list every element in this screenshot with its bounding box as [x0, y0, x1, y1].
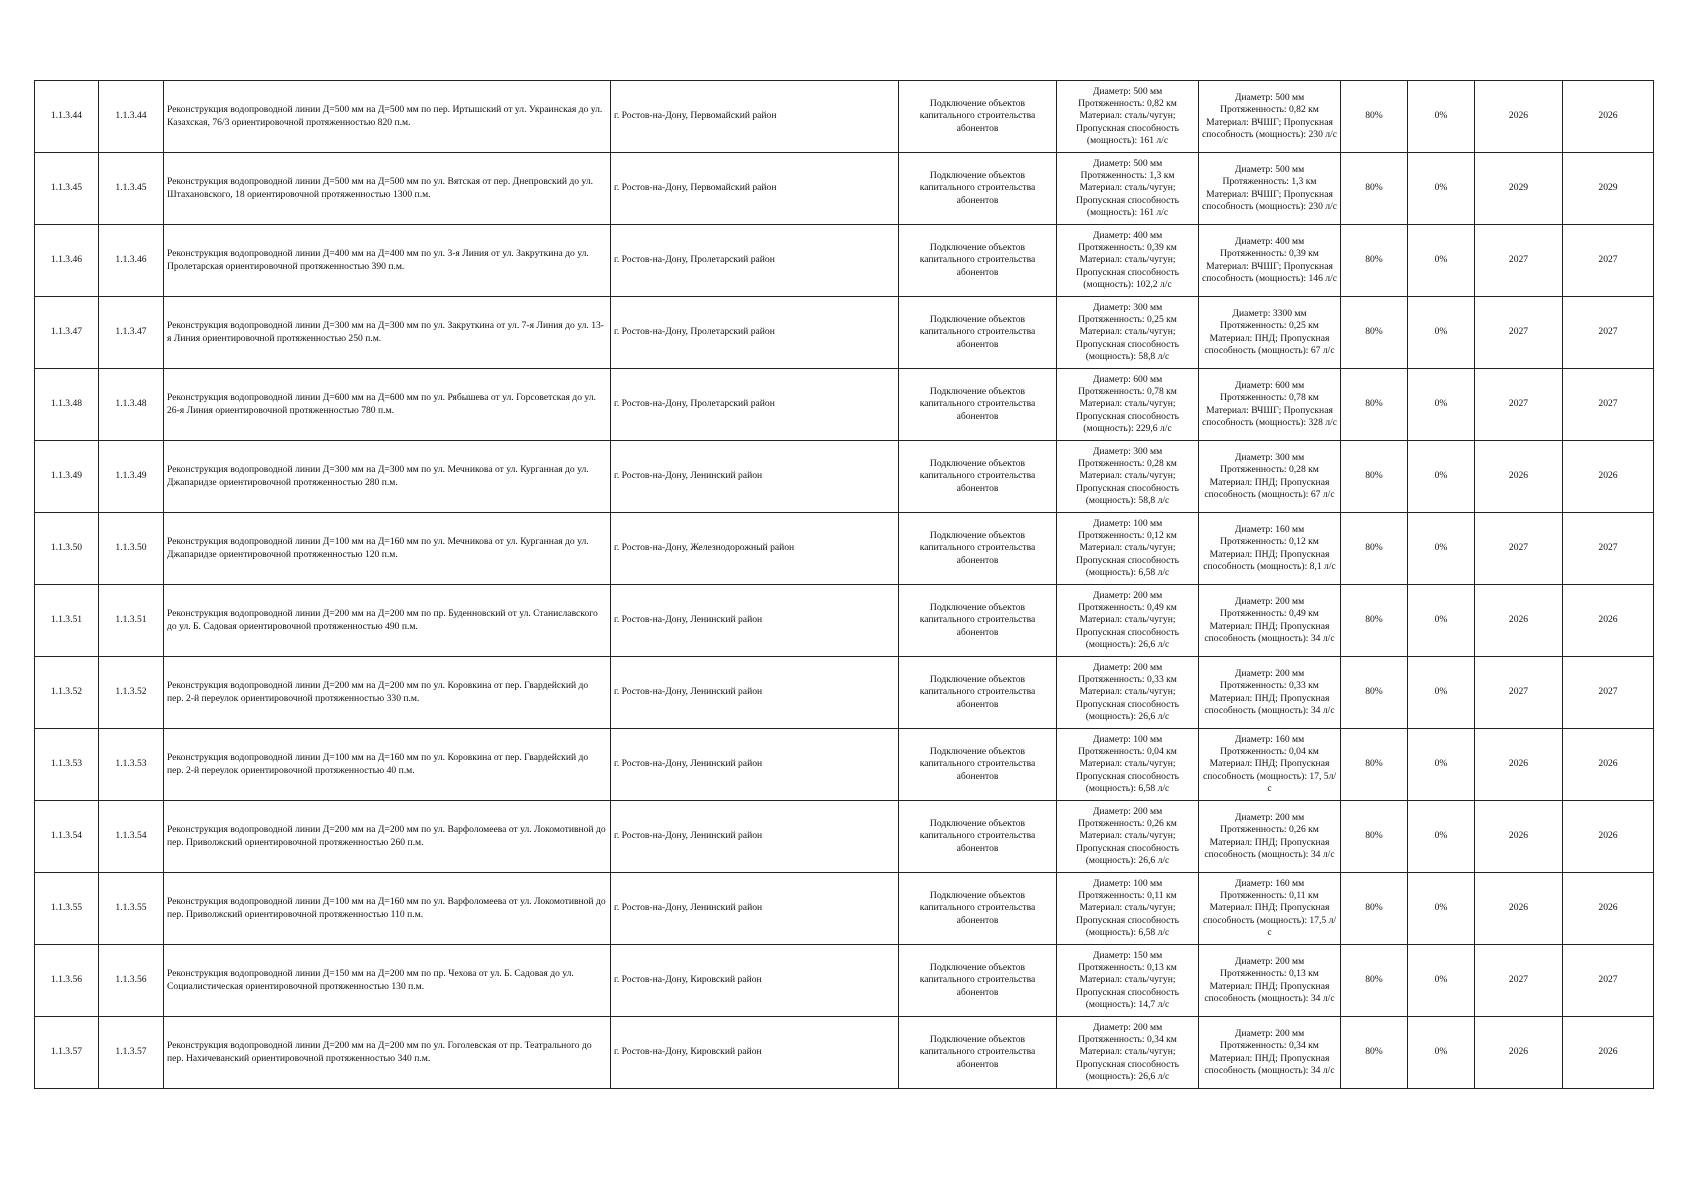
table-row	[35, 441, 1654, 513]
start-year-cell: 2027	[1475, 225, 1563, 297]
table-row	[35, 801, 1654, 873]
percent-cell: 80%	[1341, 1017, 1408, 1089]
parameters-before-cell: Диаметр: 200 мм Протяженность: 0,49 км Материал: сталь/чугун; Пропускная способность (мощность): 26,6 л/с	[1057, 585, 1199, 657]
description-cell: Реконструкция водопроводной линии Д=400 мм на Д=400 мм по ул. 3-я Линия от ул. Закруткина до ул. Пролетарская ориентировочной протяженностью 390 п.м.	[164, 225, 611, 297]
row-code-cell: 1.1.3.51	[99, 585, 164, 657]
row-number-cell: 1.1.3.53	[35, 729, 99, 801]
reconstruction-table	[34, 80, 1654, 1089]
percent-done-cell: 0%	[1408, 513, 1475, 585]
table-row	[35, 1017, 1654, 1089]
percent-done-cell: 0%	[1408, 945, 1475, 1017]
percent-done-cell: 0%	[1408, 153, 1475, 225]
description-cell: Реконструкция водопроводной линии Д=100 мм на Д=160 мм по ул. Мечникова от ул. Курганная до ул. Джапаридзе ориентировочной протяженностью 120 п.м.	[164, 513, 611, 585]
start-year-cell: 2026	[1475, 585, 1563, 657]
location-cell: г. Ростов-на-Дону, Пролетарский район	[611, 225, 899, 297]
purpose-cell: Подключение объектов капитального строительства абонентов	[899, 441, 1057, 513]
start-year-cell: 2026	[1475, 1017, 1563, 1089]
parameters-before-cell: Диаметр: 200 мм Протяженность: 0,26 км Материал: сталь/чугун; Пропускная способность (мощность): 26,6 л/с	[1057, 801, 1199, 873]
parameters-after-cell: Диаметр: 400 мм Протяженность: 0,39 км Материал: ВЧШГ; Пропускная способность (мощность): 146 л/с	[1199, 225, 1341, 297]
description-cell: Реконструкция водопроводной линии Д=200 мм на Д=200 мм по ул. Коровкина от пер. Гвардейский до пер. 2-й переулок ориентировочной протяженностью 330 п.м.	[164, 657, 611, 729]
row-code-cell: 1.1.3.52	[99, 657, 164, 729]
row-code-cell: 1.1.3.44	[99, 81, 164, 153]
parameters-after-cell: Диаметр: 160 мм Протяженность: 0,11 км Материал: ПНД; Пропускная способность (мощность): 17,5 л/с	[1199, 873, 1341, 945]
end-year-cell: 2027	[1563, 513, 1654, 585]
parameters-after-cell: Диаметр: 3300 мм Протяженность: 0,25 км Материал: ПНД; Пропускная способность (мощность): 67 л/с	[1199, 297, 1341, 369]
location-cell: г. Ростов-на-Дону, Кировский район	[611, 945, 899, 1017]
location-cell: г. Ростов-на-Дону, Ленинский район	[611, 873, 899, 945]
percent-cell: 80%	[1341, 441, 1408, 513]
end-year-cell: 2027	[1563, 369, 1654, 441]
row-number-cell: 1.1.3.56	[35, 945, 99, 1017]
row-code-cell: 1.1.3.47	[99, 297, 164, 369]
end-year-cell: 2026	[1563, 729, 1654, 801]
location-cell: г. Ростов-на-Дону, Ленинский район	[611, 657, 899, 729]
row-number-cell: 1.1.3.50	[35, 513, 99, 585]
start-year-cell: 2026	[1475, 441, 1563, 513]
parameters-before-cell: Диаметр: 600 мм Протяженность: 0,78 км Материал: сталь/чугун; Пропускная способность (мощность): 229,6 л/с	[1057, 369, 1199, 441]
row-number-cell: 1.1.3.45	[35, 153, 99, 225]
start-year-cell: 2026	[1475, 873, 1563, 945]
percent-cell: 80%	[1341, 513, 1408, 585]
start-year-cell: 2027	[1475, 513, 1563, 585]
parameters-before-cell: Диаметр: 100 мм Протяженность: 0,04 км Материал: сталь/чугун; Пропускная способность (мощность): 6,58 л/с	[1057, 729, 1199, 801]
percent-cell: 80%	[1341, 873, 1408, 945]
row-number-cell: 1.1.3.48	[35, 369, 99, 441]
end-year-cell: 2027	[1563, 225, 1654, 297]
percent-done-cell: 0%	[1408, 1017, 1475, 1089]
start-year-cell: 2026	[1475, 729, 1563, 801]
table-row	[35, 729, 1654, 801]
percent-done-cell: 0%	[1408, 729, 1475, 801]
parameters-after-cell: Диаметр: 600 мм Протяженность: 0,78 км Материал: ВЧШГ; Пропускная способность (мощность): 328 л/с	[1199, 369, 1341, 441]
end-year-cell: 2026	[1563, 801, 1654, 873]
percent-cell: 80%	[1341, 225, 1408, 297]
parameters-after-cell: Диаметр: 200 мм Протяженность: 0,26 км Материал: ПНД; Пропускная способность (мощность): 34 л/с	[1199, 801, 1341, 873]
description-cell: Реконструкция водопроводной линии Д=100 мм на Д=160 мм по ул. Варфоломеева от ул. Локомотивной до пер. Приволжский ориентировочной протяженностью 110 п.м.	[164, 873, 611, 945]
row-code-cell: 1.1.3.54	[99, 801, 164, 873]
row-number-cell: 1.1.3.52	[35, 657, 99, 729]
row-number-cell: 1.1.3.55	[35, 873, 99, 945]
description-cell: Реконструкция водопроводной линии Д=150 мм на Д=200 мм по пр. Чехова от ул. Б. Садовая до ул. Социалистическая ориентировочной протяженностью 130 п.м.	[164, 945, 611, 1017]
location-cell: г. Ростов-на-Дону, Пролетарский район	[611, 297, 899, 369]
parameters-after-cell: Диаметр: 500 мм Протяженность: 0,82 км Материал: ВЧШГ; Пропускная способность (мощность): 230 л/с	[1199, 81, 1341, 153]
table-row	[35, 225, 1654, 297]
purpose-cell: Подключение объектов капитального строительства абонентов	[899, 81, 1057, 153]
table-row	[35, 657, 1654, 729]
end-year-cell: 2027	[1563, 945, 1654, 1017]
parameters-before-cell: Диаметр: 400 мм Протяженность: 0,39 км Материал: сталь/чугун; Пропускная способность (мощность): 102,2 л/с	[1057, 225, 1199, 297]
parameters-after-cell: Диаметр: 200 мм Протяженность: 0,34 км Материал: ПНД; Пропускная способность (мощность): 34 л/с	[1199, 1017, 1341, 1089]
parameters-before-cell: Диаметр: 300 мм Протяженность: 0,28 км Материал: сталь/чугун; Пропускная способность (мощность): 58,8 л/с	[1057, 441, 1199, 513]
location-cell: г. Ростов-на-Дону, Первомайский район	[611, 81, 899, 153]
purpose-cell: Подключение объектов капитального строительства абонентов	[899, 801, 1057, 873]
parameters-before-cell: Диаметр: 100 мм Протяженность: 0,11 км Материал: сталь/чугун; Пропускная способность (мощность): 6,58 л/с	[1057, 873, 1199, 945]
percent-done-cell: 0%	[1408, 873, 1475, 945]
parameters-before-cell: Диаметр: 300 мм Протяженность: 0,25 км Материал: сталь/чугун; Пропускная способность (мощность): 58,8 л/с	[1057, 297, 1199, 369]
parameters-before-cell: Диаметр: 200 мм Протяженность: 0,34 км Материал: сталь/чугун; Пропускная способность (мощность): 26,6 л/с	[1057, 1017, 1199, 1089]
end-year-cell: 2027	[1563, 657, 1654, 729]
percent-done-cell: 0%	[1408, 369, 1475, 441]
percent-cell: 80%	[1341, 657, 1408, 729]
parameters-after-cell: Диаметр: 160 мм Протяженность: 0,04 км Материал: ПНД; Пропускная способность (мощность): 17, 5л/с	[1199, 729, 1341, 801]
start-year-cell: 2026	[1475, 81, 1563, 153]
purpose-cell: Подключение объектов капитального строительства абонентов	[899, 873, 1057, 945]
start-year-cell: 2029	[1475, 153, 1563, 225]
end-year-cell: 2026	[1563, 441, 1654, 513]
percent-cell: 80%	[1341, 297, 1408, 369]
description-cell: Реконструкция водопроводной линии Д=200 мм на Д=200 мм по пр. Буденновский от ул. Станиславского до ул. Б. Садовая ориентировочной протяженностью 490 п.м.	[164, 585, 611, 657]
parameters-after-cell: Диаметр: 300 мм Протяженность: 0,28 км Материал: ПНД; Пропускная способность (мощность): 67 л/с	[1199, 441, 1341, 513]
percent-done-cell: 0%	[1408, 801, 1475, 873]
description-cell: Реконструкция водопроводной линии Д=300 мм на Д=300 мм по ул. Мечникова от ул. Курганная до ул. Джапаридзе ориентировочной протяженностью 280 п.м.	[164, 441, 611, 513]
purpose-cell: Подключение объектов капитального строительства абонентов	[899, 513, 1057, 585]
percent-done-cell: 0%	[1408, 657, 1475, 729]
purpose-cell: Подключение объектов капитального строительства абонентов	[899, 1017, 1057, 1089]
percent-cell: 80%	[1341, 153, 1408, 225]
start-year-cell: 2026	[1475, 801, 1563, 873]
percent-cell: 80%	[1341, 801, 1408, 873]
row-number-cell: 1.1.3.49	[35, 441, 99, 513]
location-cell: г. Ростов-на-Дону, Первомайский район	[611, 153, 899, 225]
parameters-before-cell: Диаметр: 500 мм Протяженность: 1,3 км Материал: сталь/чугун; Пропускная способность (мощность): 161 л/с	[1057, 153, 1199, 225]
location-cell: г. Ростов-на-Дону, Кировский район	[611, 1017, 899, 1089]
description-cell: Реконструкция водопроводной линии Д=200 мм на Д=200 мм по ул. Гоголевская от пр. Театрального до пер. Нахичеванский ориентировочной протяженностью 340 п.м.	[164, 1017, 611, 1089]
purpose-cell: Подключение объектов капитального строительства абонентов	[899, 729, 1057, 801]
location-cell: г. Ростов-на-Дону, Пролетарский район	[611, 369, 899, 441]
row-code-cell: 1.1.3.45	[99, 153, 164, 225]
purpose-cell: Подключение объектов капитального строительства абонентов	[899, 657, 1057, 729]
row-number-cell: 1.1.3.54	[35, 801, 99, 873]
row-code-cell: 1.1.3.56	[99, 945, 164, 1017]
description-cell: Реконструкция водопроводной линии Д=300 мм на Д=300 мм по ул. Закруткина от ул. 7-я Линия до ул. 13-я Линия ориентировочной протяженностью 250 п.м.	[164, 297, 611, 369]
start-year-cell: 2027	[1475, 297, 1563, 369]
description-cell: Реконструкция водопроводной линии Д=500 мм на Д=500 мм по пер. Иртышский от ул. Украинская до ул. Казахская, 76/3 ориентировочной протяженностью 820 п.м.	[164, 81, 611, 153]
row-number-cell: 1.1.3.57	[35, 1017, 99, 1089]
parameters-after-cell: Диаметр: 160 мм Протяженность: 0,12 км Материал: ПНД; Пропускная способность (мощность): 8,1 л/с	[1199, 513, 1341, 585]
percent-done-cell: 0%	[1408, 81, 1475, 153]
parameters-after-cell: Диаметр: 500 мм Протяженность: 1,3 км Материал: ВЧШГ; Пропускная способность (мощность): 230 л/с	[1199, 153, 1341, 225]
row-code-cell: 1.1.3.49	[99, 441, 164, 513]
table-row	[35, 369, 1654, 441]
table-row	[35, 81, 1654, 153]
row-number-cell: 1.1.3.46	[35, 225, 99, 297]
table-row	[35, 153, 1654, 225]
purpose-cell: Подключение объектов капитального строительства абонентов	[899, 297, 1057, 369]
table-body	[35, 81, 1654, 1089]
row-code-cell: 1.1.3.46	[99, 225, 164, 297]
purpose-cell: Подключение объектов капитального строительства абонентов	[899, 585, 1057, 657]
start-year-cell: 2027	[1475, 945, 1563, 1017]
location-cell: г. Ростов-на-Дону, Ленинский район	[611, 729, 899, 801]
description-cell: Реконструкция водопроводной линии Д=600 мм на Д=600 мм по ул. Рябышева от ул. Горсоветская до ул. 26-я Линия ориентировочной протяженностью 780 п.м.	[164, 369, 611, 441]
end-year-cell: 2029	[1563, 153, 1654, 225]
end-year-cell: 2027	[1563, 297, 1654, 369]
percent-done-cell: 0%	[1408, 441, 1475, 513]
parameters-before-cell: Диаметр: 500 мм Протяженность: 0,82 км Материал: сталь/чугун; Пропускная способность (мощность): 161 л/с	[1057, 81, 1199, 153]
purpose-cell: Подключение объектов капитального строительства абонентов	[899, 225, 1057, 297]
parameters-after-cell: Диаметр: 200 мм Протяженность: 0,13 км Материал: ПНД; Пропускная способность (мощность): 34 л/с	[1199, 945, 1341, 1017]
location-cell: г. Ростов-на-Дону, Ленинский район	[611, 441, 899, 513]
parameters-before-cell: Диаметр: 150 мм Протяженность: 0,13 км Материал: сталь/чугун; Пропускная способность (мощность): 14,7 л/с	[1057, 945, 1199, 1017]
purpose-cell: Подключение объектов капитального строительства абонентов	[899, 369, 1057, 441]
purpose-cell: Подключение объектов капитального строительства абонентов	[899, 945, 1057, 1017]
start-year-cell: 2027	[1475, 369, 1563, 441]
row-number-cell: 1.1.3.44	[35, 81, 99, 153]
end-year-cell: 2026	[1563, 873, 1654, 945]
location-cell: г. Ростов-на-Дону, Железнодорожный район	[611, 513, 899, 585]
description-cell: Реконструкция водопроводной линии Д=200 мм на Д=200 мм по ул. Варфоломеева от ул. Локомотивной до пер. Приволжский ориентировочной протяженностью 260 п.м.	[164, 801, 611, 873]
table-row	[35, 945, 1654, 1017]
parameters-before-cell: Диаметр: 200 мм Протяженность: 0,33 км Материал: сталь/чугун; Пропускная способность (мощность): 26,6 л/с	[1057, 657, 1199, 729]
table-row	[35, 873, 1654, 945]
row-number-cell: 1.1.3.47	[35, 297, 99, 369]
percent-cell: 80%	[1341, 369, 1408, 441]
location-cell: г. Ростов-на-Дону, Ленинский район	[611, 585, 899, 657]
parameters-after-cell: Диаметр: 200 мм Протяженность: 0,49 км Материал: ПНД; Пропускная способность (мощность): 34 л/с	[1199, 585, 1341, 657]
percent-cell: 80%	[1341, 585, 1408, 657]
row-number-cell: 1.1.3.51	[35, 585, 99, 657]
row-code-cell: 1.1.3.48	[99, 369, 164, 441]
percent-cell: 80%	[1341, 81, 1408, 153]
end-year-cell: 2026	[1563, 585, 1654, 657]
end-year-cell: 2026	[1563, 81, 1654, 153]
description-cell: Реконструкция водопроводной линии Д=500 мм на Д=500 мм по ул. Вятская от пер. Днепровский до ул. Штахановского, 18 ориентировочной протяженностью 1300 п.м.	[164, 153, 611, 225]
description-cell: Реконструкция водопроводной линии Д=100 мм на Д=160 мм по ул. Коровкина от пер. Гвардейский до пер. 2-й переулок ориентировочной протяженностью 40 п.м.	[164, 729, 611, 801]
row-code-cell: 1.1.3.57	[99, 1017, 164, 1089]
row-code-cell: 1.1.3.50	[99, 513, 164, 585]
end-year-cell: 2026	[1563, 1017, 1654, 1089]
percent-cell: 80%	[1341, 729, 1408, 801]
row-code-cell: 1.1.3.53	[99, 729, 164, 801]
percent-done-cell: 0%	[1408, 225, 1475, 297]
location-cell: г. Ростов-на-Дону, Ленинский район	[611, 801, 899, 873]
table-row	[35, 297, 1654, 369]
purpose-cell: Подключение объектов капитального строительства абонентов	[899, 153, 1057, 225]
parameters-after-cell: Диаметр: 200 мм Протяженность: 0,33 км Материал: ПНД; Пропускная способность (мощность): 34 л/с	[1199, 657, 1341, 729]
row-code-cell: 1.1.3.55	[99, 873, 164, 945]
percent-cell: 80%	[1341, 945, 1408, 1017]
percent-done-cell: 0%	[1408, 297, 1475, 369]
table-row	[35, 585, 1654, 657]
parameters-before-cell: Диаметр: 100 мм Протяженность: 0,12 км Материал: сталь/чугун; Пропускная способность (мощность): 6,58 л/с	[1057, 513, 1199, 585]
percent-done-cell: 0%	[1408, 585, 1475, 657]
table-row	[35, 513, 1654, 585]
start-year-cell: 2027	[1475, 657, 1563, 729]
